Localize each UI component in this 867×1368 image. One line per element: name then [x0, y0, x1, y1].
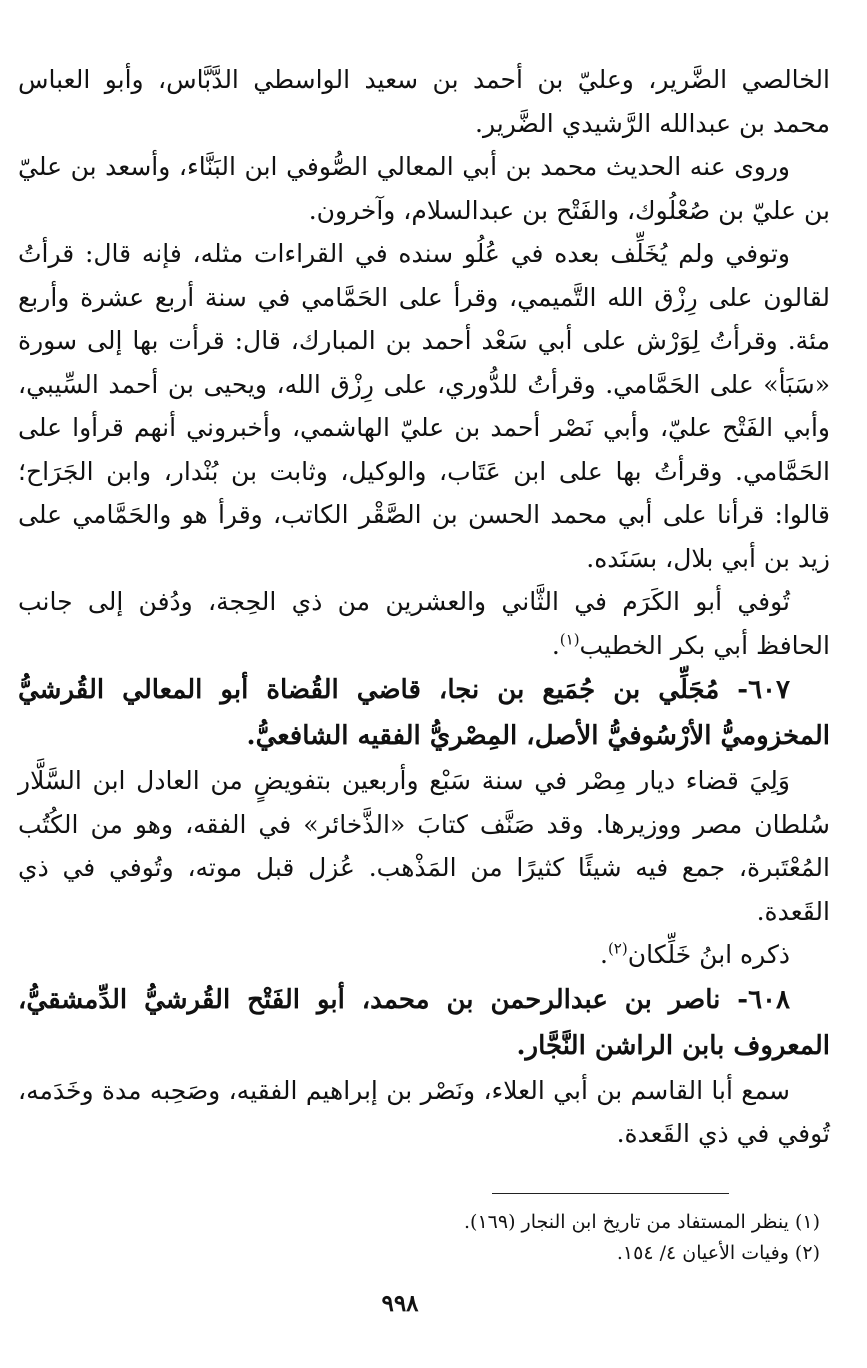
page-number: ٩٩٨ [381, 1290, 419, 1317]
page-body [18, 58, 830, 1156]
entry-607-heading: ٦٠٧- مُجَلِّي بن جُمَيع بن نجا، قاضي القُضاة أبو المعالي القُرشيُّ المخزوميُّ الأرْسُوفيُّ الأصل، المِصْريُّ الفقيه الشافعيُّ. [18, 675, 830, 751]
footnote-marker-1: (١) [559, 630, 580, 649]
source-text: ذكره ابنُ خَلِّكان [627, 940, 790, 969]
paragraph-transmitters: وروى عنه الحديث محمد بن أبي المعالي الصُّوفي ابن البَنَّاء، وأسعد بن عليّ بن عليّ بن صُعْلُوك، والفَتْح بن عبدالسلام، وآخرون. [18, 152, 830, 225]
paragraph-608: سمع أبا القاسم بن أبي العلاء، ونَصْر بن إبراهيم الفقيه، وصَحِبه مدة وخَدَمه، تُوفي في ذي القَعدة. [18, 1075, 830, 1148]
paragraph-death: تُوفي أبو الكَرَم في الثَّاني والعشرين من ذي الحِجة، ودُفن إلى جانب الحافظ أبي بكر الخطيب$^{(١)}$. [18, 587, 830, 660]
footnote-1: (١) ينظر المستفاد من تاريخ ابن النجار (١٦٩). [463, 1211, 820, 1233]
footnote-marker-2: (٢) [607, 939, 628, 958]
death-text: تُوفي أبو الكَرَم في الثَّاني والعشرين من ذي الحِجة، ودُفن إلى جانب الحافظ أبي بكر الخطيب [18, 587, 830, 660]
footnotes [300, 1207, 820, 1269]
paragraph-607-source: ذكره ابنُ خَلِّكان$^{(٢)}$. [599, 939, 790, 969]
footnote-divider [492, 1193, 729, 1194]
footnote-2: (٢) وفيات الأعيان ٤/ ١٥٤. [616, 1242, 820, 1264]
paragraph-readings: وتوفي ولم يُخَلِّف بعده في عُلُو سنده في القراءات مثله، فإنه قال: قرأتُ لقالون على رِزْق الله التَّميمي، وقرأ على الحَمَّامي في سنة أربع عشرة وأربع مئة. وقرأتُ لِوَرْش على أبي سَعْد أحمد بن المبارك، قال: قرأت بها إلى سورة «سَبَأ» على الحَمَّامي. وقرأتُ للدُّوري، على رِزْق الله، ويحيى بن أحمد السِّيبي، وأبي الفَتْح عليّ، وأبي نَصْر أحمد بن عليّ الهاشمي، وأخبروني أنهم قرأوا على الحَمَّامي. وقرأتُ بها على ابن عَتَاب، والوكيل، وثابت بن بُنْدار، وابن الجَرَاح؛ قالوا: قرأنا على أبي محمد الحسن بن الصَّقْر الكاتب، وقرأ هو والحَمَّامي على زيد بن أبي بلال، بسَنَده. [18, 239, 830, 573]
entry-608-heading: ٦٠٨- ناصر بن عبدالرحمن بن محمد، أبو الفَتْح القُرشيُّ الدِّمشقيُّ، المعروف بابن الراشن النَّجَّار. [18, 984, 830, 1061]
paragraph-607: وَلِيَ قضاء ديار مِصْر في سنة سَبْع وأربعين بتفويضٍ من العادل ابن السَّلَّار سُلطان مصر ووزيرها. وقد صَنَّف كتابَ «الذَّخائر» في الفقه، وهو من الكُتُب المُعْتَبرة، جمع فيه شيئًا كثيرًا من المَذْهب. عُزل قبل موته، وتُوفي في ذي القَعدة. [18, 766, 830, 926]
paragraph-narrators: الخالصي الضَّرير، وعليّ بن أحمد بن سعيد الواسطي الدَّبَّاس، وأبو العباس محمد بن عبدالله الرَّشيدي الضَّرير. [18, 65, 831, 138]
